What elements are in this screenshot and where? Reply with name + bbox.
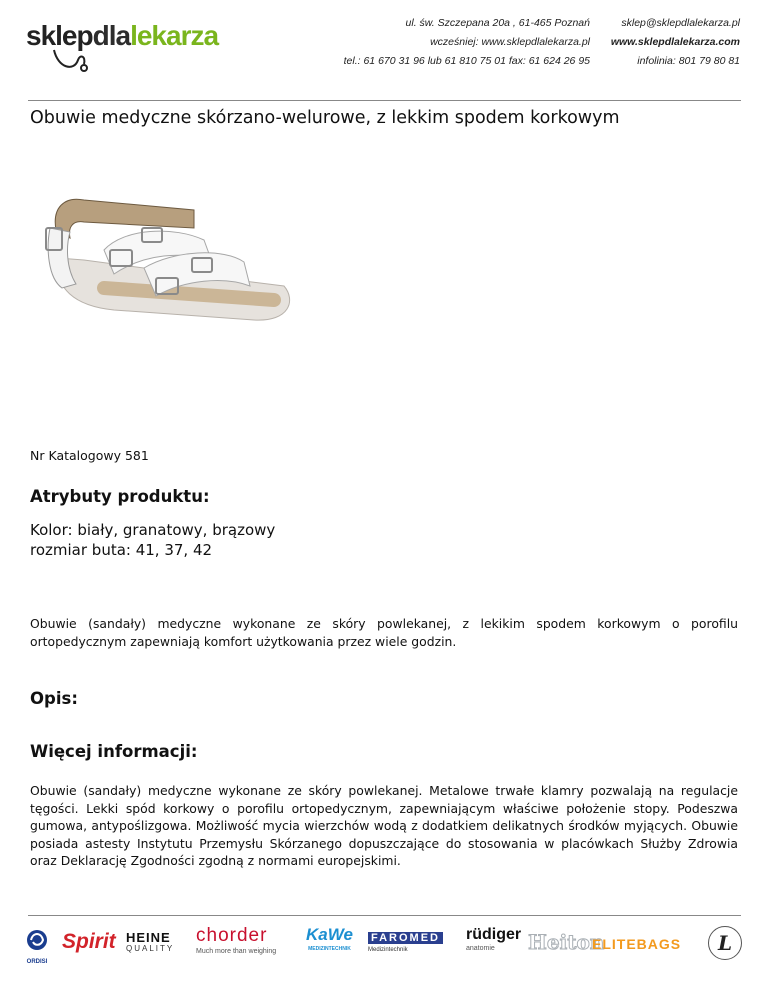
kawe-sub-label: MEDIZINTECHNIK <box>308 946 351 952</box>
brand-l-logo[interactable] <box>708 926 742 960</box>
address-text: ul. św. Szczepana 20a , 61-465 Poznań <box>405 17 590 29</box>
description-heading: Opis: <box>30 689 78 708</box>
brand-logos-bar <box>20 922 750 972</box>
contact-address-block <box>344 14 590 71</box>
brand-faromed[interactable] <box>368 932 443 956</box>
stethoscope-icon <box>52 48 92 76</box>
logo-p-glyph: p <box>76 20 93 51</box>
ordisi-emblem-icon <box>25 928 49 954</box>
product-photo-sandal <box>44 188 302 348</box>
kawe-label: KaWe <box>306 925 353 944</box>
attribute-color: Kolor: biały, granatowy, brązowy <box>30 521 276 539</box>
phone-text: tel.: 61 670 31 96 lub 61 810 75 01 fax: 61 624 26 95 <box>343 55 590 67</box>
brand-heine[interactable] <box>126 932 174 954</box>
l-logo-letter: L <box>717 931 733 955</box>
rudiger-label: rüdiger <box>466 926 522 943</box>
brand-rudiger[interactable] <box>466 928 521 956</box>
contact-online-block <box>611 14 740 71</box>
page-header <box>0 0 768 100</box>
hotline-text: infolinia: 801 79 80 81 <box>637 55 740 67</box>
more-info-text: Obuwie (sandały) medyczne wykonane ze skóry powlekanej. Metalowe trwałe klamry pozwalają na regulacje tęgości. Lekki spód korkowy o porofilu ortopedycznym, zapewniającym właściwe położenie stopy. Podeszwa gumowa, antypoślizgowa. Możliwość mycia wierzchów wodą z dodatkiem delikatnych środków myjących. Obuwie posiada astesty Instytutu Przemysłu Skórzanego dopuszczające do stosowania w placówkach Służby Zdrowia oraz Deklarację Zgodności zgodną z normami europejskimi. <box>30 783 738 868</box>
email-link[interactable]: sklep@sklepdlalekarza.pl <box>621 17 740 29</box>
attributes-list <box>30 520 275 560</box>
website-link[interactable]: www.sklepdlalekarza.com <box>610 36 740 48</box>
brand-chorder[interactable] <box>196 925 277 960</box>
brand-ordisi[interactable] <box>22 928 52 965</box>
attributes-heading: Atrybuty produktu: <box>30 487 210 506</box>
catalog-number: Nr Katalogowy 581 <box>30 448 149 463</box>
heine-sub-label: QUALITY <box>126 944 175 953</box>
attribute-size: rozmiar buta: 41, 37, 42 <box>30 541 213 559</box>
brand-heiton[interactable]: Heiton <box>528 930 605 954</box>
footer-divider <box>28 915 741 916</box>
short-description: Obuwie (sandały) medyczne wykonane ze skóry powlekanej, z lekikim spodem korkowym o porofilu ortopedycznym zapewniają komfort użytkowania przez wiele godzin. <box>30 616 738 649</box>
brand-elitebags[interactable]: ELITEBAGS <box>592 936 682 952</box>
more-info-heading: Więcej informacji: <box>30 742 198 761</box>
faromed-sub-label: Medizintechnik <box>368 947 408 953</box>
logo-text-part3: lekarza <box>130 20 219 51</box>
product-title: Obuwie medyczne skórzano-welurowe, z lekkim spodem korkowym <box>30 108 620 128</box>
logo-text-part2: dla <box>92 20 131 51</box>
chorder-sub-label: Much more than weighing <box>196 948 277 955</box>
header-divider <box>28 100 741 101</box>
logo-text-part1: skle <box>26 20 77 51</box>
brand-kawe[interactable] <box>306 925 353 956</box>
chorder-label: chorder <box>196 925 268 946</box>
previous-website-text: wcześniej: www.sklepdlalekarza.pl <box>430 36 590 48</box>
brand-spirit[interactable]: Spirit <box>62 930 116 953</box>
heine-label: HEINE <box>126 930 171 945</box>
ordisi-label: ORDISI <box>26 959 48 965</box>
rudiger-sub-label: anatomie <box>466 945 495 952</box>
faromed-label: FAROMED <box>368 932 443 944</box>
